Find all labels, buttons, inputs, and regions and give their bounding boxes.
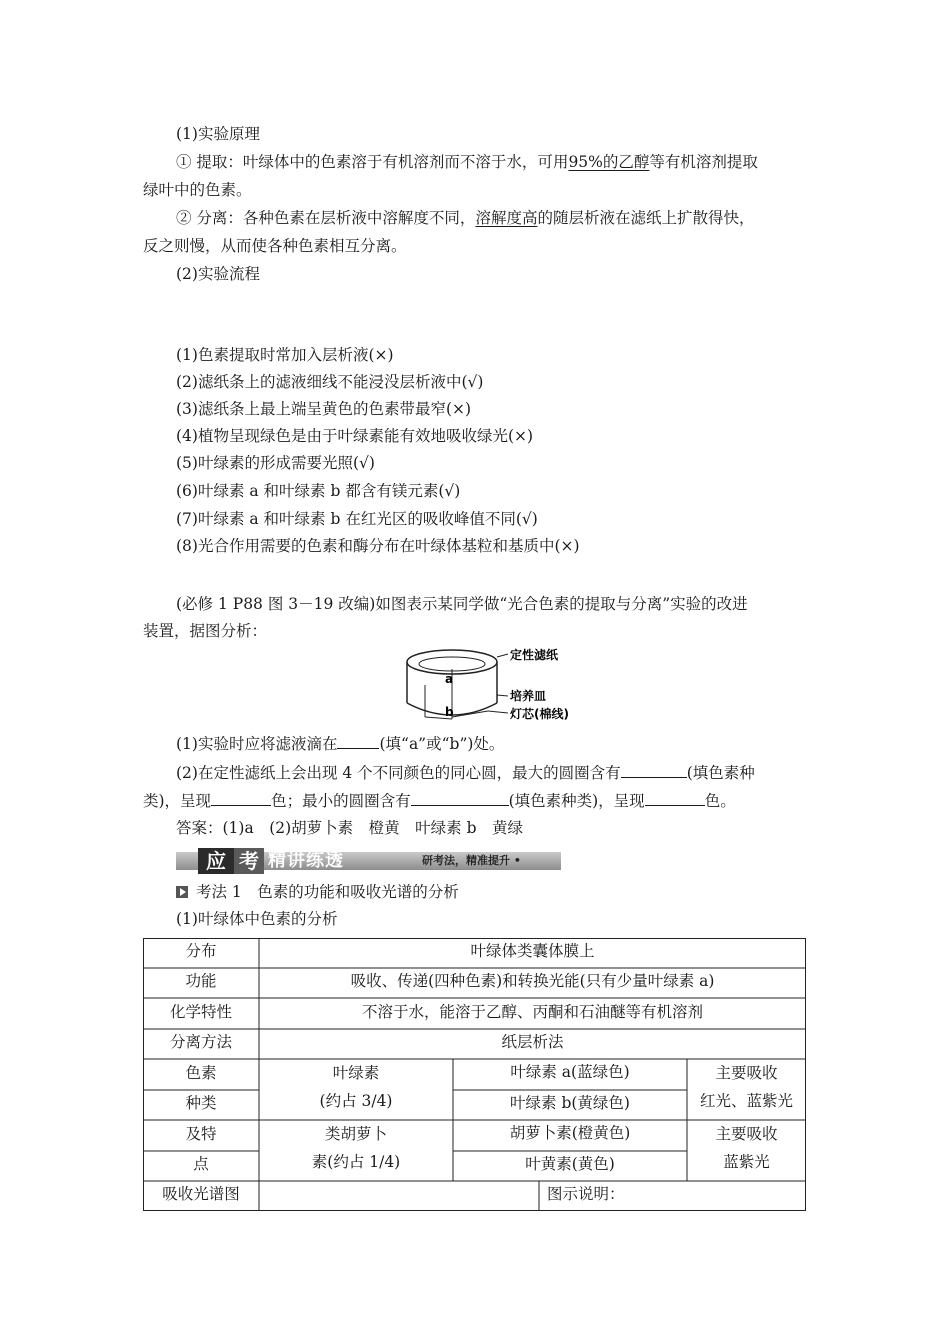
question-2-line-1: (2)在定性滤纸上会出现 4 个不同颜色的同心圆，最大的圆圈含有 (填色素种 xyxy=(176,764,755,782)
cell-carotenoid-2: 素(约占 1/4) xyxy=(311,1153,401,1171)
ethanol-underline: 95%的乙醇 xyxy=(568,153,650,171)
separate-line-2: 反之则慢，从而使各种色素相互分离。 xyxy=(143,237,407,255)
question-intro-2: 装置，据图分析： xyxy=(143,622,268,640)
judgement-item: (6)叶绿素 a 和叶绿素 b 都含有镁元素(√) xyxy=(176,482,461,500)
extract-line-2: 绿叶中的色素。 xyxy=(143,181,252,199)
wick-label: 灯芯(棉线) xyxy=(510,707,569,721)
answer: 答案：(1)a (2)胡萝卜素 橙黄 叶绿素 b 黄绿 xyxy=(176,819,524,837)
cell-function-label: 功能 xyxy=(185,972,217,990)
method-subheading: (1)叶绿体中色素的分析 xyxy=(176,910,338,928)
question-2-line-2: 类)，呈现 色；最小的圆圈含有 (填色素种类)，呈现 色。 xyxy=(143,792,736,810)
banner-char-1: 应 xyxy=(198,848,234,874)
judgement-item: (5)叶绿素的形成需要光照(√) xyxy=(176,454,375,472)
cell-car-absorb-1: 主要吸收 xyxy=(715,1125,778,1143)
cell-chem-label: 化学特性 xyxy=(169,1003,232,1021)
solubility-underline: 溶解度高 xyxy=(475,209,538,227)
cell-chlorophyll-1: 叶绿素 xyxy=(332,1064,380,1082)
cell-sep-value: 纸层析法 xyxy=(501,1033,564,1051)
cell-kind-label-4: 点 xyxy=(193,1155,209,1173)
judgement-item: (3)滤纸条上最上端呈黄色的色素带最窄(×) xyxy=(176,400,472,418)
banner-subtitle: 研考法，精准提升 • xyxy=(422,854,521,867)
cell-car-absorb-2: 蓝紫光 xyxy=(723,1153,770,1171)
method-title: 考法 1 色素的功能和吸收光谱的分析 xyxy=(176,882,459,902)
question-intro-1: (必修 1 P88 图 3－19 改编)如图表示某同学做“光合色素的提取与分离”实验的改进 xyxy=(176,595,748,613)
extract-line-1: ① 提取：叶绿体中的色素溶于有机溶剂而不溶于水，可用95%的乙醇等有机溶剂提取 xyxy=(176,153,758,171)
banner-title: 精讲练透 xyxy=(268,850,344,871)
cell-spectrum-note: 图示说明： xyxy=(547,1185,625,1203)
cell-kind-label-1: 色素 xyxy=(185,1064,217,1082)
cell-chl-absorb-1: 主要吸收 xyxy=(715,1064,778,1082)
pigment-table xyxy=(143,938,806,1211)
banner-char-2: 考 xyxy=(234,848,264,874)
judgement-item: (2)滤纸条上的滤液细线不能浸没层析液中(√) xyxy=(176,373,484,391)
cell-chlorophyll-2: (约占 3/4) xyxy=(319,1092,393,1110)
cell-carotenoid-1: 类胡萝卜 xyxy=(324,1125,387,1143)
cell-chl-absorb-2: 红光、蓝紫光 xyxy=(699,1092,793,1110)
principle-heading: (1)实验原理 xyxy=(176,125,260,143)
point-b-label: b xyxy=(445,705,454,719)
cell-kind-label-3: 及特 xyxy=(185,1125,217,1143)
section-banner xyxy=(176,848,561,874)
process-heading: (2)实验流程 xyxy=(176,265,260,283)
petri-dish-label: 培养皿 xyxy=(510,689,547,703)
judgement-item: (1)色素提取时常加入层析液(×) xyxy=(176,346,394,364)
judgement-item: (8)光合作用需要的色素和酶分布在叶绿体基粒和基质中(×) xyxy=(176,537,580,555)
cell-chem-value: 不溶于水，能溶于乙醇、丙酮和石油醚等有机溶剂 xyxy=(361,1003,703,1021)
filter-paper-label: 定性滤纸 xyxy=(510,648,559,662)
cell-spectrum-label: 吸收光谱图 xyxy=(162,1185,240,1203)
separate-line-1: ② 分离：各种色素在层析液中溶解度不同，溶解度高的随层析液在滤纸上扩散得快， xyxy=(176,209,755,227)
cell-kind-label-2: 种类 xyxy=(185,1094,217,1112)
apparatus-figure xyxy=(400,645,580,725)
cell-distribution-value: 叶绿体类囊体膜上 xyxy=(470,942,595,960)
judgement-item: (7)叶绿素 a 和叶绿素 b 在红光区的吸收峰值不同(√) xyxy=(176,510,538,528)
cell-function-value: 吸收、传递(四种色素)和转换光能(只有少量叶绿素 a) xyxy=(350,972,715,990)
cell-sep-label: 分离方法 xyxy=(169,1033,232,1051)
play-icon xyxy=(176,886,188,898)
question-1: (1)实验时应将滤液滴在 (填“a”或“b”)处。 xyxy=(176,735,505,753)
cell-chlorophyll-b: 叶绿素 b(黄绿色) xyxy=(510,1094,630,1112)
cell-xanthophyll: 叶黄素(黄色) xyxy=(525,1155,615,1173)
cell-distribution-label: 分布 xyxy=(185,942,217,960)
cell-carotene: 胡萝卜素(橙黄色) xyxy=(509,1124,631,1142)
point-a-label: a xyxy=(445,672,454,686)
judgement-item: (4)植物呈现绿色是由于叶绿素能有效地吸收绿光(×) xyxy=(176,427,534,445)
cell-chlorophyll-a: 叶绿素 a(蓝绿色) xyxy=(510,1063,630,1081)
